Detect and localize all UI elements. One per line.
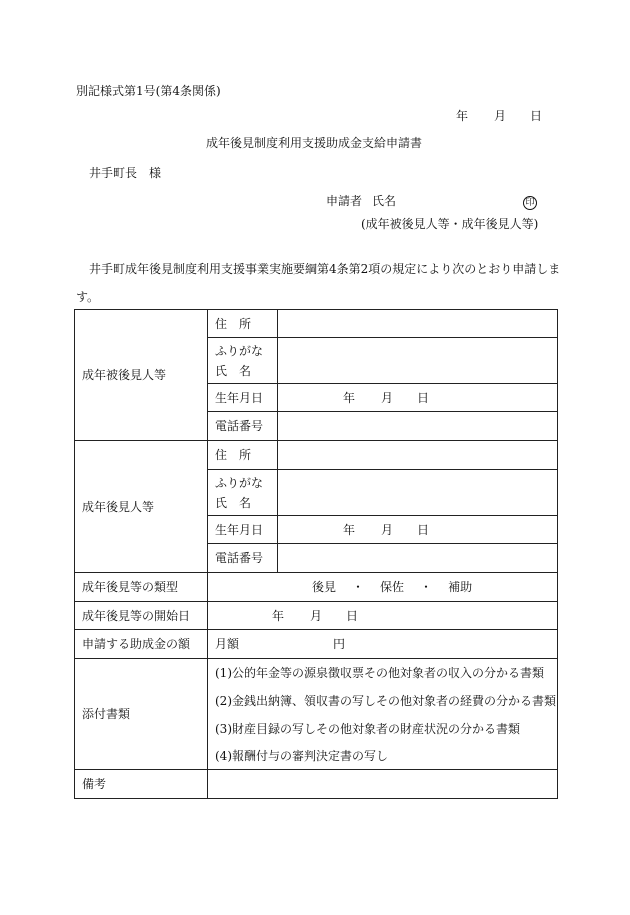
- ward-address-label: 住 所: [208, 310, 278, 338]
- ward-name-field[interactable]: [278, 338, 558, 384]
- document-title: 成年後見制度利用支援助成金支給申請書: [206, 136, 423, 150]
- body-text-line1: 井手町成年後見制度利用支援事業実施要綱第4条第2項の規定により次のとおり申請しま: [89, 262, 561, 276]
- ward-birth-field[interactable]: [278, 384, 558, 412]
- attachment-item-4: (4)報酬付与の審判決定書の写し: [215, 749, 388, 763]
- guardian-phone-label: 電話番号: [208, 544, 278, 573]
- ward-birth-year: 年: [343, 390, 356, 405]
- ward-section-label: 成年被後見人等: [75, 310, 208, 441]
- guardian-name-label-cell: [208, 470, 278, 516]
- type-option-hosa[interactable]: 保佐: [380, 580, 405, 594]
- attachments-list: [208, 659, 558, 770]
- guardian-birth-month: 月: [381, 522, 394, 537]
- guardian-name-label: 氏 名: [215, 495, 252, 510]
- guardian-phone-field[interactable]: [278, 544, 558, 573]
- guardian-section-label: 成年後見人等: [75, 441, 208, 573]
- guardian-birth-field[interactable]: [278, 516, 558, 544]
- ward-name-label-cell: [208, 338, 278, 384]
- start-year: 年: [272, 608, 285, 623]
- type-option-kouken[interactable]: 後見: [312, 580, 337, 594]
- guardian-furigana-label: ふりがな: [215, 475, 264, 490]
- applicant-name-label: 氏名: [372, 194, 397, 208]
- addressee: 井手町長 様: [89, 166, 162, 180]
- attachment-item-2: (2)金銭出納簿、領収書の写しその他対象者の経費の分かる書類: [215, 694, 557, 708]
- start-date-field[interactable]: [208, 602, 558, 630]
- date-year: 年: [456, 109, 469, 123]
- start-date-label: 成年後見等の開始日: [75, 602, 208, 630]
- ward-phone-label: 電話番号: [208, 412, 278, 441]
- ward-furigana-label: ふりがな: [215, 343, 264, 358]
- ward-birth-day: 日: [417, 390, 430, 405]
- type-options[interactable]: [208, 573, 558, 602]
- ward-birth-label: 生年月日: [208, 384, 278, 412]
- attachment-item-1: (1)公的年金等の源泉徴収票その他対象者の収入の分かる書類: [215, 666, 545, 680]
- applicant-note: (成年被後見人等・成年後見人等): [361, 217, 539, 231]
- ward-birth-month: 月: [381, 390, 394, 405]
- remarks-field[interactable]: [208, 770, 558, 799]
- remarks-label: 備考: [75, 770, 208, 799]
- amount-monthly-label: 月額: [215, 637, 240, 651]
- start-month: 月: [310, 608, 323, 623]
- seal-mark: [523, 194, 537, 210]
- seal-icon: 印: [523, 196, 537, 210]
- attachments-label: 添付書類: [75, 659, 208, 770]
- date-month: 月: [494, 109, 507, 123]
- ward-phone-field[interactable]: [278, 412, 558, 441]
- amount-label: 申請する助成金の額: [75, 630, 208, 659]
- body-text-line2: す。: [76, 290, 100, 304]
- guardian-address-field[interactable]: [278, 441, 558, 470]
- type-label: 成年後見等の類型: [75, 573, 208, 602]
- guardian-address-label: 住 所: [208, 441, 278, 470]
- ward-address-field[interactable]: [278, 310, 558, 338]
- applicant-label: 申請者: [326, 194, 363, 208]
- attachment-item-3: (3)財産目録の写しその他対象者の財産状況の分かる書類: [215, 722, 521, 736]
- guardian-birth-year: 年: [343, 522, 356, 537]
- amount-yen-unit: 円: [333, 637, 346, 651]
- guardian-birth-label: 生年月日: [208, 516, 278, 544]
- date-day: 日: [530, 109, 543, 123]
- type-separator-1: ・: [352, 580, 365, 594]
- guardian-birth-day: 日: [417, 522, 430, 537]
- form-number: 別記様式第1号(第4条関係): [76, 84, 221, 98]
- type-option-hojo[interactable]: 補助: [448, 580, 473, 594]
- type-separator-2: ・: [420, 580, 433, 594]
- ward-name-label: 氏 名: [215, 363, 252, 378]
- start-day: 日: [346, 608, 359, 623]
- amount-field[interactable]: [208, 630, 558, 659]
- guardian-name-field[interactable]: [278, 470, 558, 516]
- application-table: [74, 309, 558, 799]
